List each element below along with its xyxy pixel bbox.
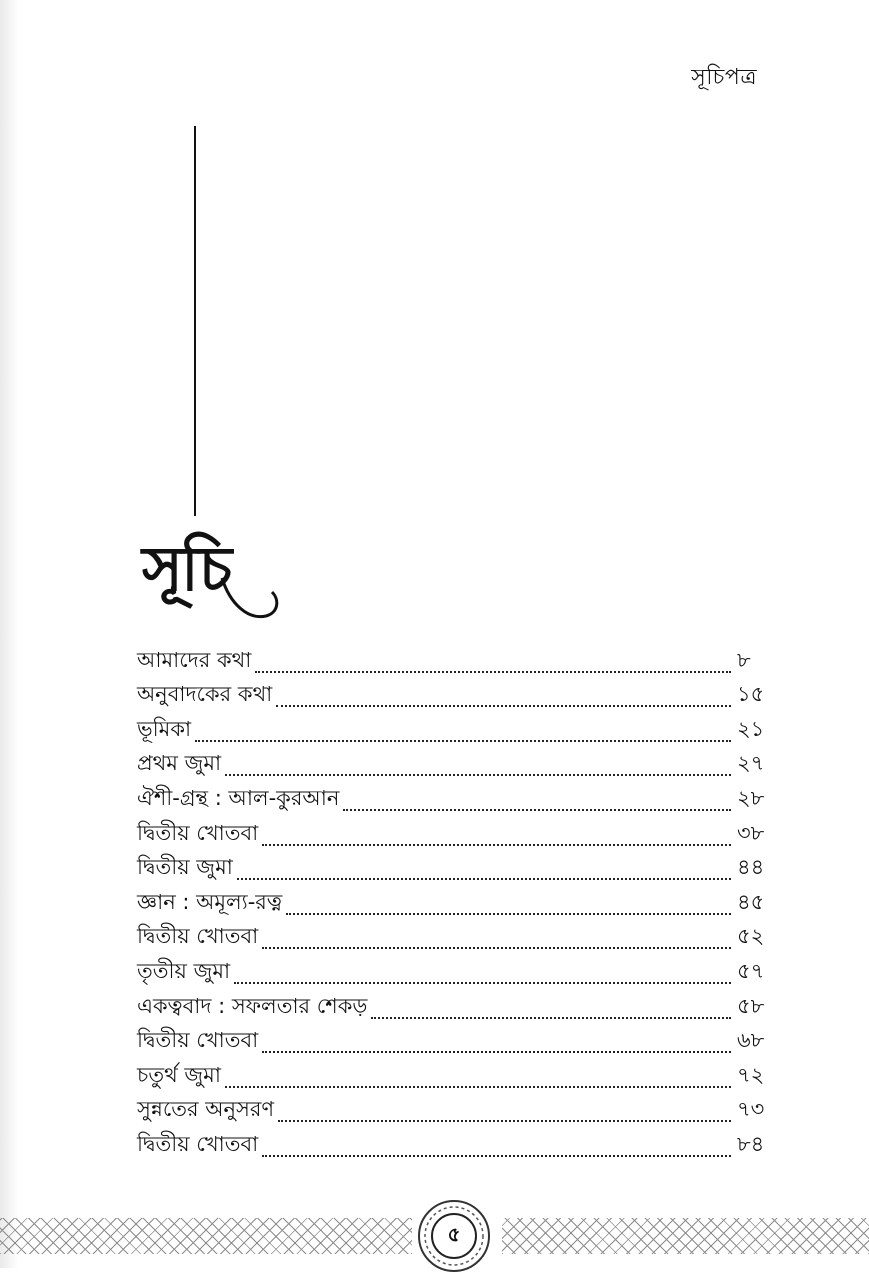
dotted-leader: [237, 878, 731, 880]
toc-entry-title: প্রথম জুমা: [137, 751, 222, 776]
toc-entry-page: ৫৭: [737, 958, 765, 983]
toc-entry-page: ২১: [737, 716, 765, 741]
toc-entry: [137, 921, 777, 956]
toc-entry-page: ৭৩: [737, 1097, 765, 1122]
toc-entry-title: জ্ঞান : অমূল্য-রত্ন: [137, 889, 283, 914]
toc-entry: [137, 644, 777, 679]
toc-entry: [137, 955, 777, 990]
toc-entry: [137, 990, 777, 1025]
toc-entry: [137, 886, 777, 921]
toc-entry-page: ৮৪: [737, 1131, 765, 1156]
toc-entry-page: ৪৫: [737, 889, 765, 914]
page-number: ৫: [447, 1222, 461, 1246]
toc-entry-title: দ্বিতীয় খোতবা: [137, 820, 259, 845]
page-edge-shadow: [0, 0, 18, 1268]
toc-entry-title: ঐশী-গ্রন্থ : আল-কুরআন: [137, 785, 340, 810]
toc-entry-page: ৪৪: [737, 855, 765, 880]
dotted-leader: [343, 809, 731, 811]
decorative-hanging-line: [194, 126, 196, 516]
dotted-leader: [262, 844, 731, 846]
toc-entry: [137, 679, 777, 714]
toc-entry-page: ৭২: [737, 1062, 765, 1087]
running-header: সূচিপত্র: [691, 65, 757, 90]
toc-entry: [137, 782, 777, 817]
dotted-leader: [225, 1086, 731, 1088]
toc-entry: [137, 852, 777, 887]
toc-entry-page: ২৭: [737, 751, 765, 776]
footer-pattern-left: [0, 1218, 412, 1254]
dotted-leader: [234, 982, 731, 984]
toc-entry: [137, 1059, 777, 1094]
toc-entry-title: একত্ববাদ : সফলতার শেকড়: [137, 993, 368, 1018]
toc-entry-page: ৮: [737, 647, 751, 672]
footer-pattern-right: [502, 1218, 869, 1254]
toc-entry-title: দ্বিতীয় জুমা: [137, 855, 233, 880]
toc-entry-page: ২৮: [737, 785, 765, 810]
toc-entry-title: দ্বিতীয় খোতবা: [137, 1028, 259, 1053]
toc-entry: [137, 1128, 777, 1163]
dotted-leader: [371, 1017, 731, 1019]
toc-entry: [137, 1025, 777, 1060]
toc-entry-title: আমাদের কথা: [137, 647, 252, 672]
toc-entry-page: ১৫: [737, 682, 765, 707]
toc-entry-title: দ্বিতীয় খোতবা: [137, 1131, 259, 1156]
toc-entry: [137, 748, 777, 783]
dotted-leader: [225, 774, 731, 776]
dotted-leader: [278, 1120, 731, 1122]
dotted-leader: [255, 671, 731, 673]
toc-entry-page: ৩৮: [737, 820, 765, 845]
toc-entry-page: ৫৮: [737, 993, 765, 1018]
dotted-leader: [262, 1051, 731, 1053]
dotted-leader: [262, 1155, 731, 1157]
dotted-leader: [262, 947, 731, 949]
toc-entry-page: ৫২: [737, 924, 765, 949]
toc-entry-title: চতুর্থ জুমা: [137, 1062, 221, 1087]
toc-entry-title: তৃতীয় জুমা: [137, 958, 231, 983]
dotted-leader: [195, 740, 731, 742]
toc-entry: [137, 1094, 777, 1129]
toc-entry-page: ৬৮: [737, 1028, 765, 1053]
dotted-leader: [286, 913, 731, 915]
toc-entry: [137, 817, 777, 852]
toc-entry-title: দ্বিতীয় খোতবা: [137, 924, 259, 949]
toc-entry-title: সুন্নতের অনুসরণ: [137, 1097, 275, 1122]
table-of-contents: [137, 644, 777, 1163]
dotted-leader: [276, 705, 731, 707]
contents-title: সূচি: [142, 532, 231, 605]
toc-entry-title: অনুবাদকের কথা: [137, 682, 273, 707]
toc-entry-title: ভূমিকা: [137, 716, 192, 741]
toc-entry: [137, 713, 777, 748]
